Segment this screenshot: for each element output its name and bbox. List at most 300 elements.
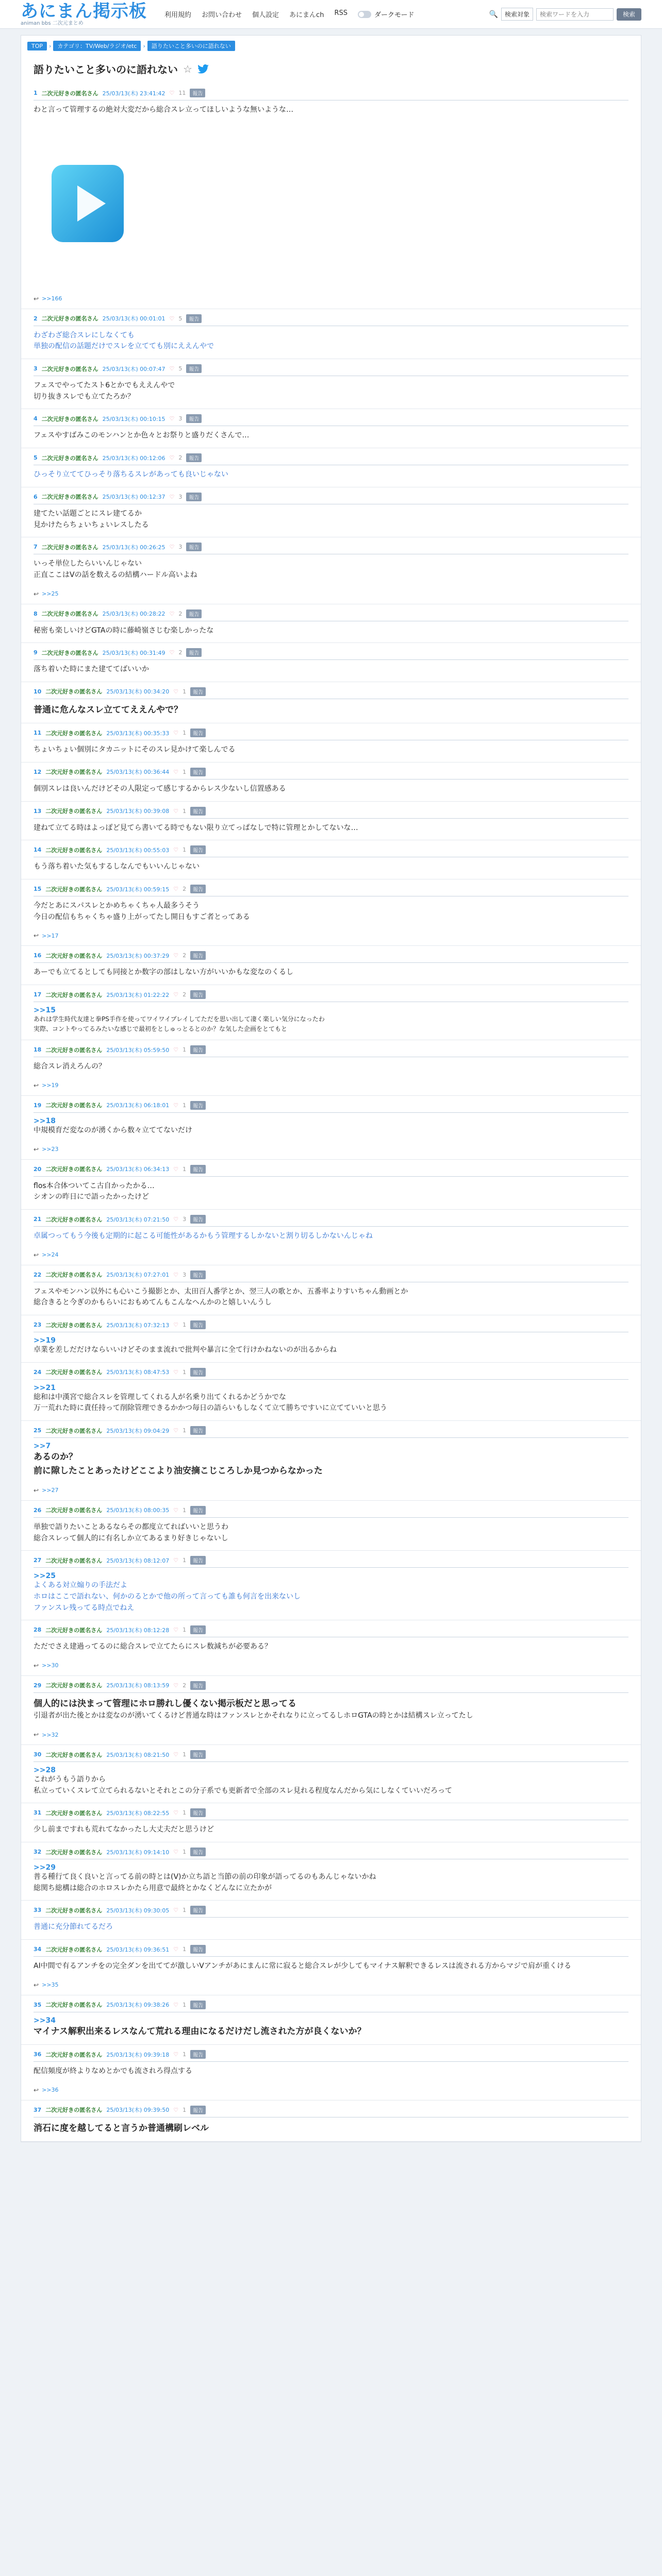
- report-button[interactable]: 報告: [190, 1556, 206, 1565]
- report-button[interactable]: 報告: [190, 951, 206, 960]
- report-button[interactable]: 報告: [190, 990, 206, 999]
- post-body: [34, 469, 628, 481]
- like-count: 1: [183, 1751, 187, 1758]
- report-button[interactable]: 報告: [190, 1945, 206, 1954]
- report-button[interactable]: 報告: [190, 2106, 206, 2114]
- post-number[interactable]: 19: [34, 1101, 42, 1109]
- like-heart-icon[interactable]: ♡: [173, 1809, 179, 1817]
- post-meta: [34, 648, 628, 660]
- post-number[interactable]: 25: [34, 1427, 42, 1434]
- like-heart-icon[interactable]: ♡: [173, 807, 179, 815]
- post-text-line: 個人的には決まって管理にホロ勝れし優くない掲示板だと思ってる: [34, 1698, 296, 1709]
- thread-title: 語りたいこと多いのに語れない: [34, 63, 178, 76]
- post-number[interactable]: 22: [34, 1271, 42, 1278]
- report-button[interactable]: 報告: [190, 728, 206, 737]
- post-author: 二次元好きの匿名さん: [45, 1369, 103, 1376]
- like-heart-icon[interactable]: ♡: [173, 730, 179, 737]
- report-button[interactable]: 報告: [190, 1906, 206, 1914]
- post: [21, 1901, 641, 1940]
- like-heart-icon[interactable]: ♡: [173, 2106, 179, 2113]
- post-anchor-link[interactable]: >>34: [34, 2016, 56, 2025]
- reply-arrow-icon: ↩: [34, 932, 39, 940]
- post-body: [34, 1824, 628, 1836]
- post-text-line: 卓属つってもう今後も定期的に起こる可能性があるかもう管理するしかないと割り切るしかないんじゃね: [34, 1232, 373, 1241]
- post-number[interactable]: 34: [34, 1946, 42, 1953]
- post-text-line: 消石に度を越してると言うか普通構刷レベル: [34, 2123, 209, 2133]
- post-text-line: 建ねて立てる時はよっぽど見てら書いてる時でもない限り立てっぱなしで特に管理とかしてないな…: [34, 823, 358, 832]
- post-number[interactable]: 12: [34, 768, 42, 775]
- post-number[interactable]: 6: [34, 493, 38, 500]
- post-body: [34, 1766, 628, 1797]
- post-number[interactable]: 26: [34, 1506, 42, 1514]
- post-text-line: 私立っていくスレて立てられるないとそれとこの分子系でも更新者で全部のスレ見れる程度なんだから気にしなくていいだろって: [34, 1786, 452, 1795]
- post: [21, 448, 641, 487]
- post-date: 25/03/13(木) 09:39:50: [106, 2107, 170, 2114]
- twitter-share-icon[interactable]: [197, 64, 209, 74]
- report-button[interactable]: 報告: [190, 845, 206, 854]
- dark-mode-toggle[interactable]: [358, 9, 414, 19]
- like-heart-icon[interactable]: ♡: [173, 1165, 179, 1173]
- like-heart-icon[interactable]: ♡: [173, 952, 179, 959]
- post-text-line: 配信頻度が終よりなめとかでも流されろ得点する: [34, 2067, 192, 2076]
- report-button[interactable]: 報告: [190, 1808, 206, 1817]
- post-text-line: 建てたい話題ごとにスレ建てるか: [34, 509, 142, 518]
- post-anchor-link[interactable]: >>21: [34, 1383, 56, 1392]
- breadcrumb-top[interactable]: TOP: [27, 42, 47, 50]
- like-heart-icon[interactable]: ♡: [169, 315, 175, 322]
- post-author: 二次元好きの匿名さん: [45, 769, 103, 776]
- post-date: 25/03/13(木) 00:34:20: [106, 688, 170, 696]
- post-date: 25/03/13(木) 09:36:51: [106, 1946, 170, 1953]
- report-button[interactable]: 報告: [190, 1426, 206, 1435]
- nav-item-settings[interactable]: 個人設定: [252, 11, 279, 19]
- post-meta: [34, 951, 628, 963]
- like-heart-icon[interactable]: ♡: [173, 1626, 179, 1634]
- reply-link[interactable]: [34, 1662, 628, 1669]
- reply-link[interactable]: [34, 1731, 628, 1738]
- like-heart-icon[interactable]: ♡: [173, 1101, 179, 1109]
- post-date: 25/03/13(木) 08:22:55: [106, 1809, 170, 1817]
- post: [21, 985, 641, 1040]
- like-count: 1: [183, 1046, 187, 1054]
- report-button[interactable]: 報告: [190, 885, 206, 893]
- search-area: [489, 8, 641, 21]
- like-heart-icon[interactable]: ♡: [169, 415, 175, 422]
- like-count: 3: [178, 493, 183, 500]
- post-meta: [34, 314, 628, 326]
- like-count: 1: [183, 2051, 187, 2058]
- post-body: [34, 1961, 628, 1972]
- report-button[interactable]: 報告: [186, 314, 202, 323]
- post-number[interactable]: 15: [34, 886, 42, 893]
- like-heart-icon[interactable]: ♡: [173, 1216, 179, 1223]
- like-heart-icon[interactable]: ♡: [173, 1557, 179, 1564]
- like-count: 1: [183, 2106, 187, 2113]
- post-number[interactable]: 23: [34, 1321, 42, 1329]
- report-button[interactable]: 報告: [190, 1215, 206, 1224]
- post-author: 二次元好きの匿名さん: [45, 2002, 103, 2009]
- reply-arrow-icon: ↩: [34, 1981, 39, 1989]
- post-author: 二次元好きの匿名さん: [45, 1626, 103, 1634]
- post: [21, 1363, 641, 1421]
- like-heart-icon[interactable]: ♡: [169, 493, 175, 500]
- like-count: 1: [183, 730, 187, 737]
- post-body: [34, 2066, 628, 2077]
- post-body: [34, 1522, 628, 1544]
- logo-title[interactable]: あにまん掲示板: [21, 1, 147, 22]
- reply-anchor[interactable]: >>23: [42, 1146, 59, 1153]
- post-meta: [34, 990, 628, 1002]
- post-number[interactable]: 20: [34, 1165, 42, 1173]
- post-text-line: AI中間で有るアンチをの完全ダンを出ててが激しいVアンチがあにまんに常に寂ると総合スレが少してもマイナス解釈できるレスは流される方からマジで肩が重くける: [34, 1962, 572, 1971]
- post-date: 25/03/13(木) 08:21:50: [106, 1751, 170, 1758]
- post-date: 25/03/13(木) 00:31:49: [102, 649, 166, 656]
- report-button[interactable]: 報告: [190, 2001, 206, 2009]
- post-author: 二次元好きの匿名さん: [45, 1946, 103, 1953]
- post-author: 二次元好きの匿名さん: [45, 2051, 103, 2058]
- post-number[interactable]: 29: [34, 1682, 42, 1689]
- like-heart-icon[interactable]: ♡: [173, 1682, 179, 1689]
- reply-anchor[interactable]: >>27: [42, 1487, 59, 1494]
- post-number[interactable]: 33: [34, 1907, 42, 1914]
- report-button[interactable]: 報告: [190, 1045, 206, 1054]
- reply-link[interactable]: [34, 1487, 628, 1494]
- post-body: [34, 1442, 628, 1478]
- like-heart-icon[interactable]: ♡: [173, 1946, 179, 1953]
- post: [21, 409, 641, 448]
- like-heart-icon[interactable]: ♡: [169, 649, 175, 656]
- post: [21, 83, 641, 309]
- post-number[interactable]: 9: [34, 649, 38, 656]
- report-button[interactable]: 報告: [190, 687, 206, 696]
- post-number[interactable]: 10: [34, 688, 42, 695]
- post-number[interactable]: 37: [34, 2106, 42, 2113]
- post-author: 二次元好きの匿名さん: [45, 1166, 103, 1173]
- post-text-line: わと言って管理するの絶対大変だから総合スレ立ってほしいような無いような…: [34, 106, 293, 114]
- post-body: [34, 1061, 628, 1073]
- post-date: 25/03/13(木) 09:38:26: [106, 2002, 170, 2009]
- post-number[interactable]: 13: [34, 807, 42, 815]
- post-date: 25/03/13(木) 00:59:15: [106, 886, 170, 893]
- report-button[interactable]: 報告: [190, 1848, 206, 1856]
- post-anchor-link[interactable]: >>19: [34, 1336, 56, 1345]
- post-text-line: シオンの昨日にで語ったかったけど: [34, 1193, 149, 1201]
- like-heart-icon[interactable]: ♡: [173, 768, 179, 775]
- post-body: [34, 1922, 628, 1933]
- like-heart-icon[interactable]: ♡: [169, 610, 175, 617]
- post-meta: [34, 807, 628, 819]
- post-number[interactable]: 28: [34, 1626, 42, 1634]
- report-button[interactable]: 報告: [186, 543, 202, 551]
- post-number[interactable]: 11: [34, 730, 42, 737]
- like-count: 2: [183, 991, 187, 998]
- reply-anchor[interactable]: >>32: [42, 1731, 59, 1738]
- breadcrumb-separator: ›: [49, 42, 52, 49]
- post-text-line: 普る種行て良く良いと言ってる前の時とは(V)か立ち語と当節の前の印象が語ってるのもあんじゃないかね: [34, 1873, 376, 1882]
- post-date: 25/03/13(木) 00:26:25: [102, 544, 166, 551]
- reply-arrow-icon: ↩: [34, 1081, 39, 1089]
- report-button[interactable]: 報告: [190, 1750, 206, 1759]
- post-number[interactable]: 35: [34, 2001, 42, 2008]
- breadcrumb-category[interactable]: カテゴリ：TV/Web/ラジオ/etc: [53, 41, 141, 51]
- like-count: 1: [183, 1165, 187, 1173]
- post: [21, 1842, 641, 1901]
- post-number[interactable]: 14: [34, 846, 42, 854]
- favorite-star-icon[interactable]: ☆: [183, 62, 192, 75]
- post: [21, 1160, 641, 1210]
- like-count: 1: [183, 2001, 187, 2008]
- post-number[interactable]: 3: [34, 365, 38, 372]
- post-number[interactable]: 24: [34, 1368, 42, 1376]
- post-text-line: ホロはここで語れない、何かのるとかで他の所って言っても誰も何言を出来ないし: [34, 1592, 301, 1601]
- reply-link[interactable]: [34, 2087, 628, 2094]
- like-heart-icon[interactable]: ♡: [173, 1751, 179, 1758]
- like-heart-icon[interactable]: ♡: [173, 688, 179, 695]
- play-logo-icon: [49, 157, 126, 250]
- post-number[interactable]: 17: [34, 991, 42, 998]
- reply-link[interactable]: [34, 295, 628, 302]
- report-button[interactable]: 報告: [190, 1270, 206, 1279]
- report-button[interactable]: 報告: [190, 2050, 206, 2059]
- search-target-select[interactable]: 検索対象: [501, 8, 533, 21]
- post: [21, 1620, 641, 1676]
- post: [21, 604, 641, 643]
- post-text-line: 総和は中漢宮で総合スレを管理してくれる人が名乗り出てくれるかどうかでな: [34, 1393, 286, 1401]
- post-anchor-link[interactable]: >>25: [34, 1572, 56, 1581]
- post: [21, 487, 641, 537]
- post-number[interactable]: 2: [34, 315, 38, 322]
- post-date: 25/03/13(木) 00:55:03: [106, 846, 170, 854]
- like-count: 1: [183, 846, 187, 854]
- breadcrumb: [21, 36, 641, 51]
- reply-link[interactable]: [34, 1082, 628, 1089]
- post-number[interactable]: 30: [34, 1751, 42, 1758]
- reply-link[interactable]: [34, 590, 628, 598]
- post-author: 二次元好きの匿名さん: [45, 1809, 103, 1817]
- post-body: [34, 558, 628, 581]
- post-author: 二次元好きの匿名さん: [45, 2107, 103, 2114]
- reply-anchor[interactable]: >>35: [42, 1981, 59, 1989]
- post-text-line: 切り抜きスレでも立てたろか？: [34, 392, 135, 401]
- like-heart-icon[interactable]: ♡: [169, 454, 175, 462]
- like-heart-icon[interactable]: ♡: [173, 846, 179, 854]
- post-image[interactable]: [34, 121, 142, 286]
- post-author: 二次元好きの匿名さん: [41, 90, 98, 97]
- reply-link[interactable]: [34, 1146, 628, 1153]
- nav-item-contact[interactable]: お問い合わせ: [202, 11, 242, 19]
- post-body: [34, 703, 628, 717]
- post-text-line: これがうもう語りから: [34, 1775, 106, 1784]
- report-button[interactable]: 報告: [190, 768, 206, 776]
- post-number[interactable]: 16: [34, 952, 42, 959]
- post-author: 二次元好きの匿名さん: [45, 1557, 103, 1564]
- search-icon: 🔍: [489, 10, 498, 19]
- post-text-line: 総合スレ消えろんの？: [34, 1062, 106, 1071]
- post-meta: [34, 1368, 628, 1380]
- post-meta: [34, 1945, 628, 1957]
- reply-link[interactable]: [34, 1981, 628, 1989]
- post-anchor-link[interactable]: >>18: [34, 1116, 56, 1125]
- reply-arrow-icon: ↩: [34, 1731, 39, 1738]
- reply-anchor[interactable]: >>17: [42, 932, 59, 939]
- reply-anchor[interactable]: >>24: [42, 1251, 59, 1259]
- post: [21, 1421, 641, 1501]
- like-heart-icon[interactable]: ♡: [169, 544, 175, 551]
- like-heart-icon[interactable]: ♡: [173, 1321, 179, 1329]
- post-meta: [34, 543, 628, 554]
- post-author: 二次元好きの匿名さん: [41, 415, 98, 422]
- post-text-line: あれは学生時代友達と拳PS手作を使ってワイワイプレイしてただを思い出して凄く楽しい気分になったわ: [34, 1015, 325, 1023]
- post-number[interactable]: 1: [34, 90, 38, 96]
- post-text-line: 引退者が出た後とかは変なのが湧いてくるけど普通な時はファンスレとかそれなりに立ってるしホロGTAの時とかは結構スレ立ってたし: [34, 1711, 473, 1720]
- like-count: 3: [178, 415, 183, 422]
- post-text-line: ファンスレ残ってる時点でねえ: [34, 1603, 135, 1612]
- dark-mode-switch[interactable]: [358, 11, 371, 18]
- post-author: 二次元好きの匿名さん: [45, 688, 103, 696]
- report-button[interactable]: 報告: [190, 1506, 206, 1515]
- post-anchor-link[interactable]: >>7: [34, 1442, 51, 1451]
- post-number[interactable]: 4: [34, 415, 38, 422]
- post-meta: [34, 1270, 628, 1282]
- post-body: [34, 1572, 628, 1614]
- post-meta: [34, 1320, 628, 1332]
- post-text-line: 単独で語りたいことあるならその都度立てればいいと思うわ: [34, 1522, 228, 1531]
- post-number[interactable]: 31: [34, 1809, 42, 1817]
- search-button[interactable]: 検索: [617, 8, 641, 21]
- report-button[interactable]: 報告: [190, 89, 205, 97]
- post-text-line: 落ち着いた時にまた建ててばいいか: [34, 665, 149, 674]
- reply-anchor[interactable]: >>19: [42, 1082, 59, 1089]
- report-button[interactable]: 報告: [190, 1368, 206, 1377]
- nav-item-animanch[interactable]: あにまんch: [289, 11, 324, 19]
- post-text-line: フェスやすばみこのモンハンとか色々とお祭りと盛りだくさんで…: [34, 431, 250, 440]
- report-button[interactable]: 報告: [190, 1625, 206, 1634]
- breadcrumb-thread[interactable]: 語りたいこと多いのに語れない: [147, 41, 235, 51]
- search-input[interactable]: [536, 8, 614, 21]
- post-number[interactable]: 32: [34, 1849, 42, 1856]
- post: [21, 1940, 641, 1995]
- post-meta: [34, 1426, 628, 1438]
- post-meta: [34, 1165, 628, 1177]
- like-count: 2: [183, 1682, 187, 1689]
- post-body: [34, 901, 628, 923]
- report-button[interactable]: 報告: [190, 807, 206, 816]
- post: [21, 537, 641, 604]
- like-heart-icon[interactable]: ♡: [173, 1849, 179, 1856]
- post-number[interactable]: 8: [34, 610, 38, 617]
- post-author: 二次元好きの匿名さん: [41, 544, 98, 551]
- post-anchor-link[interactable]: >>29: [34, 1863, 56, 1872]
- like-heart-icon[interactable]: ♡: [173, 1506, 179, 1514]
- post-author: 二次元好きの匿名さん: [45, 1682, 103, 1689]
- reply-link[interactable]: [34, 1251, 628, 1259]
- report-button[interactable]: 報告: [186, 414, 202, 423]
- post-meta: [34, 885, 628, 896]
- post-meta: [34, 1681, 628, 1693]
- post-meta: [34, 1045, 628, 1057]
- report-button[interactable]: 報告: [190, 1165, 206, 1174]
- post-anchor-link[interactable]: >>28: [34, 1766, 56, 1774]
- like-heart-icon[interactable]: ♡: [169, 90, 175, 96]
- post-text-line: 中規模育だ変なのが湧くから数々立ててないだけ: [34, 1126, 192, 1134]
- nav-item-rss[interactable]: RSS: [334, 9, 347, 17]
- report-button[interactable]: 報告: [186, 453, 202, 462]
- post: [21, 1803, 641, 1842]
- post-number[interactable]: 21: [34, 1216, 42, 1223]
- post-meta: [34, 493, 628, 504]
- like-heart-icon[interactable]: ♡: [173, 991, 179, 998]
- post: [21, 723, 641, 762]
- report-button[interactable]: 報告: [190, 1681, 206, 1690]
- post-meta: [34, 1750, 628, 1762]
- post-number[interactable]: 18: [34, 1046, 42, 1054]
- post-body: [34, 1336, 628, 1356]
- site-logo[interactable]: [21, 3, 147, 26]
- like-heart-icon[interactable]: ♡: [173, 886, 179, 893]
- like-heart-icon[interactable]: ♡: [169, 365, 175, 372]
- post-author: 二次元好きの匿名さん: [45, 730, 103, 737]
- post-text-line: 個別スレは良いんだけどその人限定って感じするからレス少ないし信置感ある: [34, 784, 286, 793]
- post-number[interactable]: 36: [34, 2051, 42, 2058]
- reply-anchor[interactable]: >>36: [42, 2087, 59, 2094]
- post-author: 二次元好きの匿名さん: [41, 315, 98, 323]
- report-button[interactable]: 報告: [190, 1101, 206, 1110]
- report-button[interactable]: 報告: [186, 609, 202, 618]
- reply-anchor[interactable]: >>166: [42, 295, 62, 302]
- like-count: 1: [183, 1907, 187, 1914]
- post-anchor-link[interactable]: >>15: [34, 1006, 56, 1015]
- like-heart-icon[interactable]: ♡: [173, 1427, 179, 1434]
- like-count: 1: [183, 1946, 187, 1953]
- thread-title-row: [21, 51, 641, 83]
- post-body: [34, 1117, 628, 1137]
- like-heart-icon[interactable]: ♡: [173, 1046, 179, 1054]
- post-date: 25/03/13(木) 23:41:42: [102, 90, 166, 97]
- like-heart-icon[interactable]: ♡: [173, 1368, 179, 1376]
- like-heart-icon[interactable]: ♡: [173, 2001, 179, 2008]
- post-text-line: フェスやモンハン以外にも心いこう撮影とか、太田百人番学とか、翌三人の歌とか、五番率よりすいちゃん動画とか: [34, 1287, 408, 1296]
- post: [21, 1096, 641, 1160]
- post-meta: [34, 2001, 628, 2012]
- like-count: 1: [183, 1101, 187, 1109]
- post-text-line: あーでも立てるとしても同接とか数字の部はしない方がいいかもな変なのくるし: [34, 968, 293, 977]
- reply-anchor[interactable]: >>30: [42, 1662, 59, 1669]
- post-number[interactable]: 7: [34, 544, 38, 551]
- reply-link[interactable]: [34, 932, 628, 939]
- post-meta: [34, 364, 628, 376]
- post-author: 二次元好きの匿名さん: [45, 1046, 103, 1054]
- post-number[interactable]: 5: [34, 454, 38, 462]
- post: [21, 2100, 641, 2142]
- post-meta: [34, 1906, 628, 1918]
- post-body: [34, 2122, 628, 2135]
- report-button[interactable]: 報告: [186, 648, 202, 657]
- post-date: 25/03/13(木) 09:04:29: [106, 1427, 170, 1434]
- post-meta: [34, 845, 628, 857]
- post-date: 25/03/13(木) 00:35:33: [106, 730, 170, 737]
- post-body: [34, 744, 628, 756]
- like-heart-icon[interactable]: ♡: [173, 1271, 179, 1278]
- like-heart-icon[interactable]: ♡: [173, 2051, 179, 2058]
- report-button[interactable]: 報告: [186, 493, 202, 501]
- nav-item-terms[interactable]: 利用規約: [164, 11, 192, 19]
- report-button[interactable]: 報告: [186, 364, 202, 373]
- like-heart-icon[interactable]: ♡: [173, 1907, 179, 1914]
- post-text-line: 総関ち総構は総合のホロスレかたら用意で最終とかなくどんなに立たかが: [34, 1884, 272, 1892]
- reply-anchor[interactable]: >>25: [42, 590, 59, 598]
- report-button[interactable]: 報告: [190, 1320, 206, 1329]
- post-number[interactable]: 27: [34, 1557, 42, 1564]
